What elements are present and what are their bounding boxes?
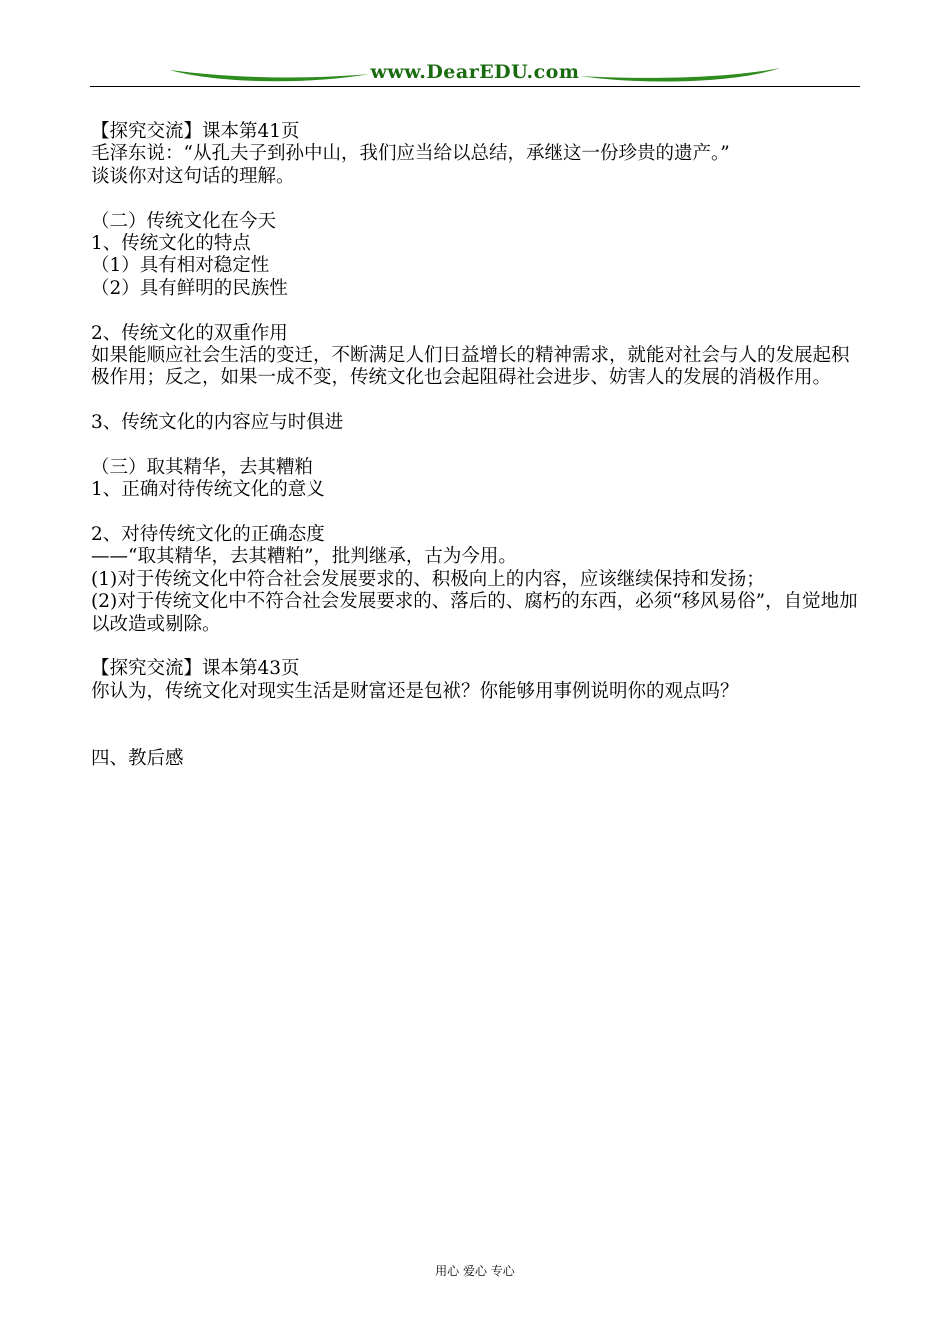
- section3-point1: 1、正确对待传统文化的意义: [91, 479, 325, 501]
- logo-text: www.DearEDU.com: [370, 61, 580, 83]
- document-body: [91, 121, 861, 770]
- explore1-quote: 毛泽东说：“从孔夫子到孙中山，我们应当给以总结，承继这一份珍贵的遗产。”: [91, 143, 730, 165]
- page-footer: 用心 爱心 专心: [435, 1264, 515, 1278]
- section2-point1: 1、传统文化的特点: [91, 232, 251, 254]
- section2-title: （二）传统文化在今天: [91, 210, 277, 232]
- explore1-task: 谈谈你对这句话的理解。: [91, 165, 295, 187]
- page-header: [90, 58, 860, 90]
- section2-point3: 3、传统文化的内容应与时俱进: [91, 412, 344, 434]
- explore2-task: 你认为，传统文化对现实生活是财富还是包袱？你能够用事例说明你的观点吗？: [91, 680, 739, 702]
- section2-point1-b: （2）具有鲜明的民族性: [91, 277, 288, 299]
- section3-motto: ——“取其精华，去其糟粕”，批判继承，古为今用。: [91, 546, 517, 568]
- site-logo: [170, 58, 780, 88]
- section2-point2: 2、传统文化的双重作用: [91, 322, 288, 344]
- header-divider: [90, 86, 860, 87]
- explore2-title: 【探究交流】课本第43页: [91, 658, 300, 680]
- explore1-title: 【探究交流】课本第41页: [91, 121, 300, 142]
- section2-point2-text: 如果能顺应社会生活的变迁，不断满足人们日益增长的精神需求，就能对社会与人的发展起积极作用；反之，如果一成不变，传统文化也会起阻碍社会进步、妨害人的发展的消极作用。: [91, 344, 850, 389]
- section4-title: 四、教后感: [91, 748, 184, 770]
- section3-point2: 2、对待传统文化的正确态度: [91, 524, 325, 546]
- section3-title: （三）取其精华，去其糟粕: [91, 456, 314, 478]
- section3-point2-a: (1)对于传统文化中符合社会发展要求的、积极向上的内容，应该继续保持和发扬；: [91, 568, 765, 590]
- section3-point2-b: (2)对于传统文化中不符合社会发展要求的、落后的、腐朽的东西，必须“移风易俗”，自觉地加以改造或剔除。: [91, 591, 858, 635]
- section2-point1-a: （1）具有相对稳定性: [91, 255, 270, 277]
